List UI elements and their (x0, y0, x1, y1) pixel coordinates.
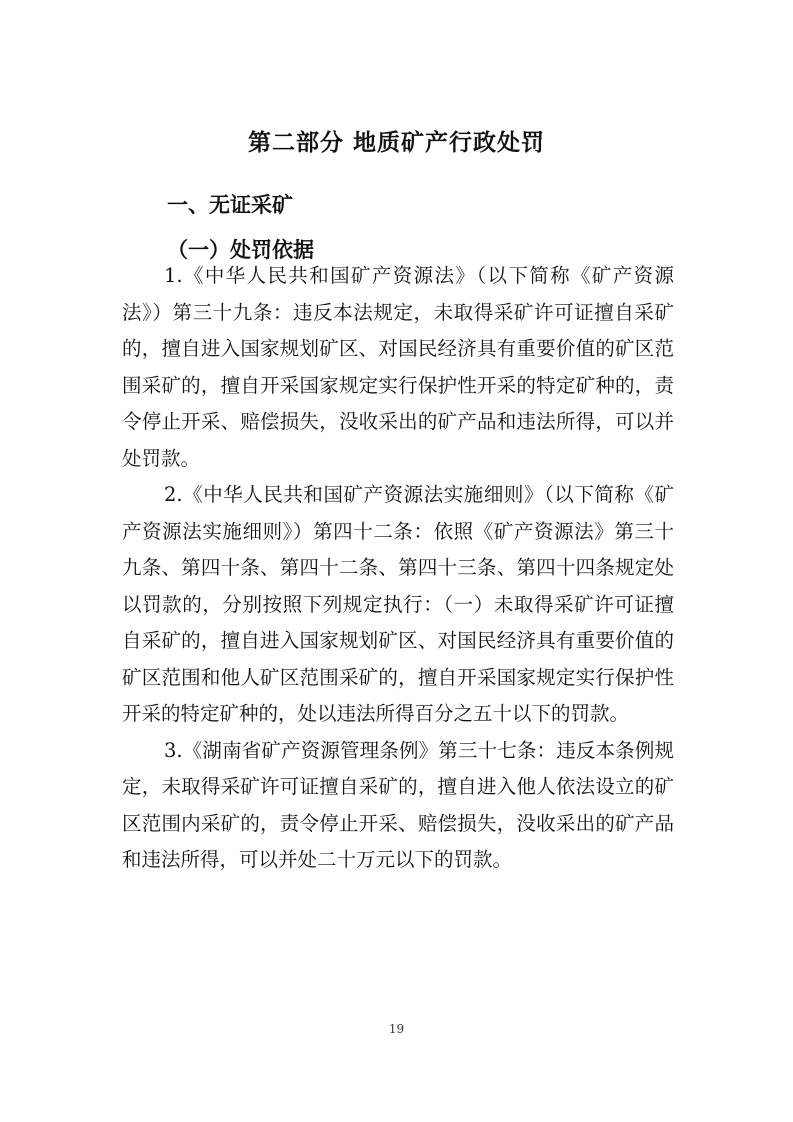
paragraph-3: 3.《湖南省矿产资源管理条例》第三十七条：违反本条例规定，未取得采矿许可证擅自采矿的，擅自进入他人依法设立的矿区范围内采矿的，责令停止开采、赔偿损失，没收采出的矿产品和违法所得，可以并处二十万元以下的罚款。 (122, 738, 674, 871)
paragraph-1: 1.《中华人民共和国矿产资源法》（以下简称《矿产资源法》）第三十九条：违反本法规定，未取得采矿许可证擅自采矿的，擅自进入国家规划矿区、对国民经济具有重要价值的矿区范围采矿的，擅自开采国家规定实行保护性开采的特定矿种的，责令停止开采、赔偿损失，没收采出的矿产品和违法所得，可以并处罚款。 (122, 264, 674, 470)
subsection-heading: （一）处罚依据 (167, 237, 314, 262)
paragraph-2: 2.《中华人民共和国矿产资源法实施细则》（以下简称《矿产资源法实施细则》）第四十二条：依照《矿产资源法》第三十九条、第四十条、第四十二条、第四十三条、第四十四条规定处以罚款的，分别按照下列规定执行：（一）未取得采矿许可证擅自采矿的，擅自进入国家规划矿区、对国民经济具有重要价值的矿区范围和他人矿区范围采矿的，擅自开采国家规定实行保护性开采的特定矿种的，处以违法所得百分之五十以下的罚款。 (122, 483, 674, 725)
page-title: 第二部分 地质矿产行政处罚 (247, 130, 545, 156)
page-number: 19 (388, 1022, 405, 1036)
section-heading: 一、无证采矿 (167, 193, 293, 217)
body-text (122, 258, 674, 879)
